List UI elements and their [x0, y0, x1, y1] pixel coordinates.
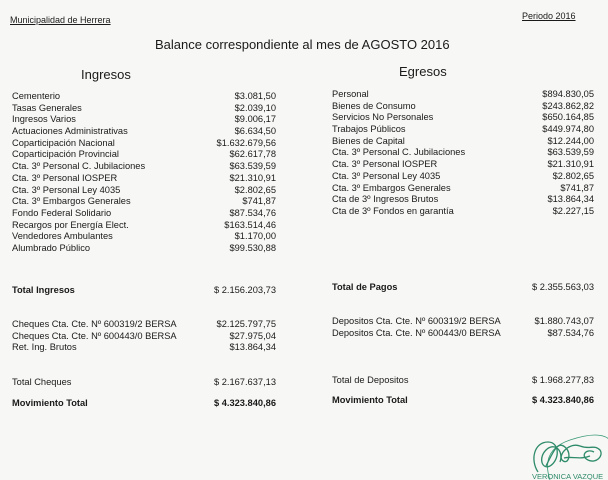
egresos-row [332, 112, 594, 124]
ingresos-row [12, 114, 276, 126]
row-value: $87.534,76 [547, 327, 594, 338]
total-ingresos-label: Total Ingresos [12, 285, 75, 295]
period-label: Periodo 2016 [522, 11, 576, 21]
ingresos-row [12, 231, 276, 243]
movimiento-total-egresos-row [332, 395, 594, 407]
row-value: $449.974,80 [542, 124, 594, 135]
total-pagos-row [332, 282, 594, 294]
egresos-row [332, 101, 594, 113]
ingresos-row [12, 149, 276, 161]
ingresos-heading: Ingresos [81, 67, 131, 82]
row-label: Coparticipación Nacional [12, 137, 115, 148]
row-label: Tasas Generales [12, 102, 82, 113]
row-value: $1.170,00 [234, 231, 276, 242]
movimiento-total-label: Movimiento Total [12, 398, 88, 408]
ingresos-row [12, 196, 276, 208]
movimiento-total-ingresos-row [12, 398, 276, 410]
row-value: $894.830,05 [542, 89, 594, 99]
ingresos-row [12, 208, 276, 220]
organization-name: Municipalidad de Herrera [10, 15, 111, 25]
row-value: $2.039,10 [234, 102, 276, 113]
row-label: Cta. 3º Personal C. Jubilaciones [12, 161, 146, 172]
row-value: $6.634,50 [234, 126, 276, 137]
ingresos-row [12, 126, 276, 138]
row-label: Cementerio [12, 91, 61, 101]
row-label: Trabajos Públicos [332, 124, 406, 135]
document-title: Balance correspondiente al mes de AGOSTO 2016 [155, 37, 450, 52]
row-value: $741,87 [560, 182, 594, 193]
row-label: Ingresos Varios [12, 114, 76, 125]
total-cheques-label: Total Cheques [12, 377, 72, 387]
row-value: $13.864,34 [229, 342, 276, 353]
row-label: Cta. 3º Personal IOSPER [332, 159, 438, 170]
ingresos-row [12, 220, 276, 232]
depositos-list [332, 316, 594, 339]
total-depositos-row [332, 375, 594, 387]
ingresos-row [12, 138, 276, 150]
row-label: Actuaciones Administrativas [12, 126, 128, 137]
row-label: Cta. 3º Personal IOSPER [12, 172, 118, 183]
cheques-row [12, 342, 276, 354]
egresos-row [332, 147, 594, 159]
total-depositos-label: Total de Depositos [332, 375, 409, 385]
total-pagos-value: $ 2.355.563,03 [531, 282, 594, 292]
egresos-row [332, 194, 594, 206]
row-value: $1.632.679,56 [216, 137, 276, 148]
egresos-heading: Egresos [399, 64, 447, 79]
ingresos-row [12, 185, 276, 197]
total-ingresos-value: $ 2.156.203,73 [213, 285, 276, 295]
row-value: $27.975,04 [229, 330, 276, 341]
row-value: $2.227,15 [552, 205, 594, 216]
row-value: $2.802,65 [552, 170, 594, 181]
row-value: $21.310,91 [229, 172, 276, 183]
row-value: $62.617,78 [229, 149, 276, 160]
egresos-row [332, 183, 594, 195]
total-cheques-row [12, 377, 276, 389]
egresos-row [332, 171, 594, 183]
row-label: Bienes de Capital [332, 135, 405, 146]
row-value: $99.530,88 [229, 242, 276, 253]
egresos-row [332, 159, 594, 171]
row-label: Cta. 3º Personal Ley 4035 [12, 184, 121, 195]
row-label: Cta. 3º Embargos Generales [332, 182, 451, 193]
row-label: Ret. Ing. Brutos [12, 342, 77, 353]
row-label: Depositos Cta. Cte. Nº 600443/0 BERSA [332, 327, 501, 338]
row-label: Vendedores Ambulantes [12, 231, 113, 242]
row-value: $741,87 [242, 196, 276, 207]
row-label: Coparticipación Provincial [12, 149, 119, 160]
row-label: Cheques Cta. Cte. Nº 600443/0 BERSA [12, 330, 177, 341]
row-label: Depositos Cta. Cte. Nº 600319/2 BERSA [332, 316, 501, 326]
row-value: $2.802,65 [234, 184, 276, 195]
ingresos-row [12, 91, 276, 103]
row-label: Personal [332, 89, 369, 99]
total-depositos-value: $ 1.968.277,83 [531, 375, 594, 385]
row-value: $3.081,50 [234, 91, 276, 101]
cheques-row [12, 331, 276, 343]
row-value: $87.534,76 [229, 207, 276, 218]
egresos-row [332, 206, 594, 218]
row-value: $1.880.743,07 [534, 316, 594, 326]
ingresos-row [12, 161, 276, 173]
signature-scribble [534, 442, 601, 472]
egresos-list [332, 89, 594, 218]
row-label: Cheques Cta. Cte. Nº 600319/2 BERSA [12, 319, 177, 329]
total-pagos-label: Total de Pagos [332, 282, 398, 292]
ingresos-list [12, 91, 276, 255]
ingresos-row [12, 103, 276, 115]
row-label: Bienes de Consumo [332, 100, 416, 111]
ingresos-row [12, 173, 276, 185]
movimiento-total-value: $ 4.323.840,86 [531, 395, 594, 405]
egresos-row [332, 136, 594, 148]
signature-stamp [520, 420, 608, 480]
stamp-text: VERONICA VAZQUE [532, 472, 604, 480]
row-label: Servicios No Personales [332, 112, 434, 123]
row-label: Recargos por Energía Elect. [12, 219, 129, 230]
cheques-list [12, 319, 276, 354]
row-label: Cta. 3º Personal Ley 4035 [332, 170, 441, 181]
row-value: $163.514,46 [224, 219, 276, 230]
depositos-row [332, 328, 594, 340]
cheques-row [12, 319, 276, 331]
row-value: $63.539,59 [229, 161, 276, 172]
total-cheques-value: $ 2.167.637,13 [213, 377, 276, 387]
total-ingresos-row [12, 285, 276, 297]
row-value: $21.310,91 [547, 159, 594, 170]
row-label: Cta de 3º Fondos en garantía [332, 205, 454, 216]
egresos-row [332, 124, 594, 136]
row-value: $650.164,85 [542, 112, 594, 123]
movimiento-total-value: $ 4.323.840,86 [213, 398, 276, 408]
egresos-row [332, 89, 594, 101]
row-label: Cta de 3º Ingresos Brutos [332, 194, 439, 205]
row-label: Alumbrado Público [12, 242, 91, 253]
row-value: $9.006,17 [234, 114, 276, 125]
row-value: $13.864,34 [547, 194, 594, 205]
row-value: $12.244,00 [547, 135, 594, 146]
row-label: Fondo Federal Solidario [12, 207, 112, 218]
movimiento-total-label: Movimiento Total [332, 395, 408, 405]
row-value: $2.125.797,75 [216, 319, 276, 329]
depositos-row [332, 316, 594, 328]
row-value: $63.539,59 [547, 147, 594, 158]
row-label: Cta. 3º Embargos Generales [12, 196, 131, 207]
ingresos-row [12, 243, 276, 255]
row-value: $243.862,82 [542, 100, 594, 111]
row-label: Cta. 3º Personal C. Jubilaciones [332, 147, 466, 158]
